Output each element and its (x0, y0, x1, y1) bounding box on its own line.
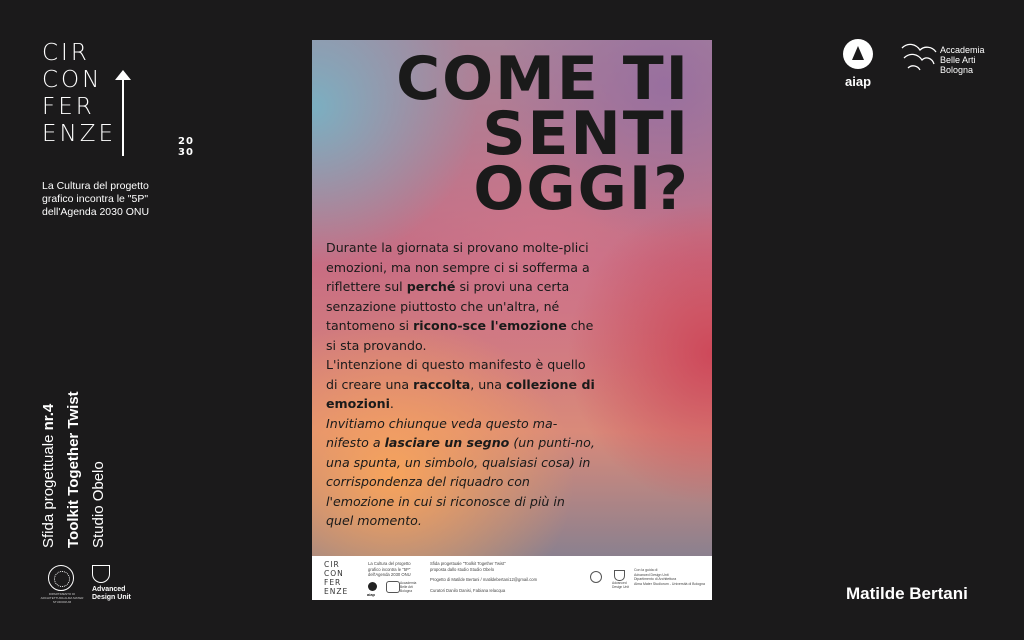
footer-accademia-icon (386, 581, 400, 593)
footer-guidance: Con la guida di Advanced Design Unit Dipartimento di Architettura Alma Mater Studiorum - Università di Bologna (634, 568, 706, 586)
poster-headline: COME TI SENTI OGGI? (396, 44, 690, 224)
challenge-info-vertical (36, 348, 111, 548)
tagline-line: grafico incontra le "5P" (42, 193, 149, 205)
author-name: Matilde Bertani (846, 584, 968, 603)
logo-line: CON (42, 67, 103, 93)
footer-university-seal-icon (590, 571, 602, 583)
footer-adu-label: Advanced Design Unit (612, 581, 630, 589)
footer-credits: Sfida progettuale "Toolkit Together Twist" proposta dallo studio Studio Obelo Progetto di Matilde Bertani / matildebertani12@gmail.com Curatori Danilo Danisi, Fabiana Ielacqua (430, 561, 538, 593)
adu-shield-icon (92, 565, 110, 583)
logo-arrow-stem (122, 74, 124, 156)
logo-year: 20 30 (178, 136, 194, 158)
footer-aiap-label: aiap (367, 592, 376, 597)
tagline-line: dell'Agenda 2030 ONU (42, 206, 150, 218)
accademia-mark-icon (898, 40, 938, 74)
footer-accademia-label: Accademia Belle Arti Bologna (400, 581, 417, 593)
footer-logo: CIR CON FER ENZE (324, 560, 349, 596)
challenge-number: Sfida progettuale nr.4 (40, 403, 57, 548)
aiap-label: aiap (845, 74, 872, 89)
logo-line: ENZE (42, 121, 117, 147)
logo-line: FER (42, 94, 95, 120)
footer-adu-icon (614, 570, 625, 581)
accademia-label: Accademia Belle Arti Bologna (940, 45, 985, 75)
logo-line: CIR (42, 40, 90, 66)
event-tagline (42, 180, 172, 219)
poster (312, 40, 712, 600)
challenge-title: Toolkit Together Twist (65, 391, 82, 548)
circonferenze-logo (42, 40, 194, 158)
studio-name: Studio Obelo (90, 461, 107, 548)
poster-footer (312, 556, 712, 600)
university-seal-text: DIPARTIMENTO DI ARCHITETTURA ALMA MATER STUDIORUM (40, 592, 84, 604)
adu-label: Advanced Design Unit (92, 586, 131, 601)
footer-tagline: La Cultura del progetto grafico incontra le "5P" dell'Agenda 2030 ONU (368, 561, 411, 577)
university-seal-icon (48, 565, 74, 591)
poster-body: Durante la giornata si provano molte-plici emozioni, ma non sempre ci si sofferma a riflettere sul perché si provi una certa senzazione piuttosto che un'altra, né tantomeno si ricono-sce l'emozione che si sta provando. L'intenzione di questo manifesto è quello di creare una raccolta, una collezione di emozioni. Invitiamo chiunque veda questo ma-nifesto a lasciare un segno (un punti-no, una spunta, un simbolo, qualsiasi cosa) in corrispondenza del riquadro con l'emozione in cui si riconosce di più in quel momento. (326, 240, 595, 528)
tagline-line: La Cultura del progetto (42, 180, 149, 192)
footer-aiap-icon (368, 582, 377, 591)
aiap-logo-icon (843, 39, 873, 69)
